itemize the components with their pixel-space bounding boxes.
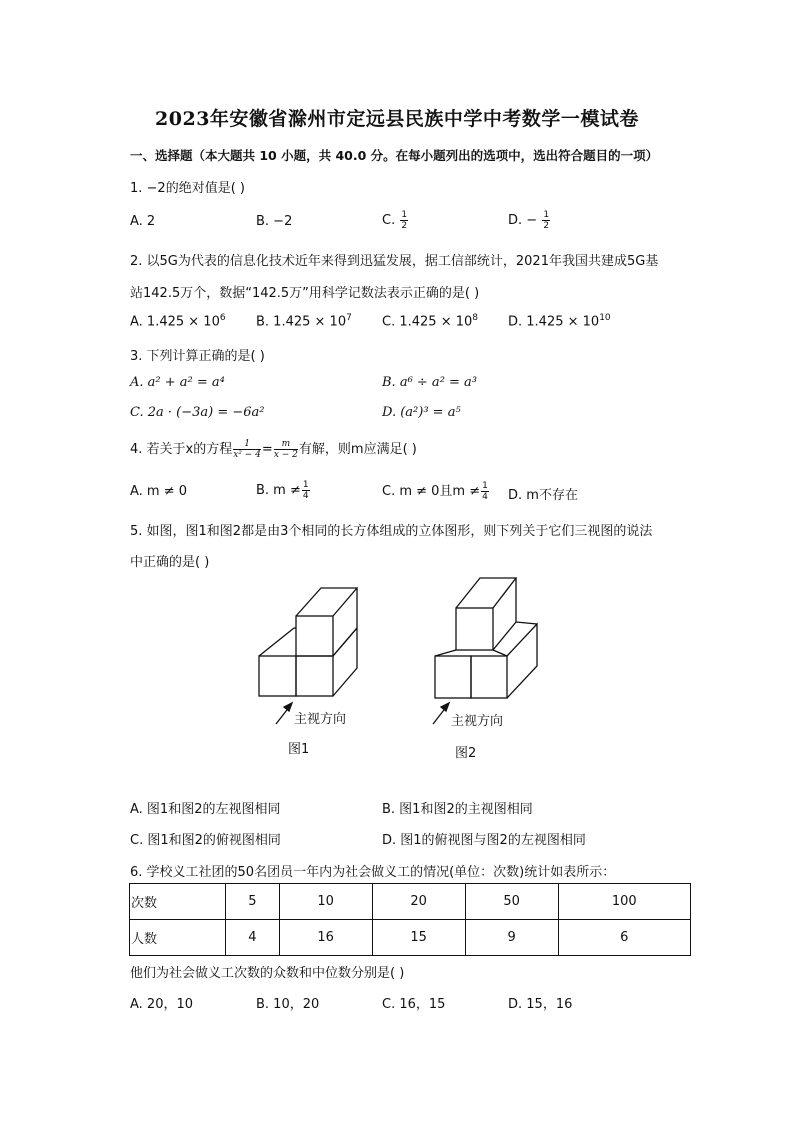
figure-2-caption: 图2 — [455, 746, 477, 761]
statistics-table — [129, 883, 691, 956]
figure-1-direction-label: 主视方向 — [294, 712, 347, 727]
question-1-stem: 1. −2的绝对值是( ) — [130, 181, 245, 196]
q2-option-c: C. $1.425 \times 10^8$ — [382, 313, 478, 330]
fraction: $\frac{m}{x - 2}$ — [273, 439, 298, 460]
question-5-stem-line2: 中正确的是( ) — [130, 555, 210, 570]
table-cell: 15 — [372, 920, 465, 956]
table-cell: 5 — [226, 884, 280, 920]
q3-option-b: B. a⁶ ÷ a² = a³ — [382, 375, 478, 390]
row-header: 次数 — [130, 884, 226, 920]
q1-option-d: D. − $\frac{1}{2}$ — [508, 210, 550, 231]
figure-2-direction-label: 主视方向 — [451, 714, 504, 729]
q2-option-d: D. $1.425 \times 10^{10}$ — [508, 313, 611, 330]
q3-option-c: C. 2a · (−3a) = −6a² — [130, 405, 265, 420]
question-3-stem: 3. 下列计算正确的是( ) — [130, 349, 265, 364]
question-4-stem: 4. 若关于x的方程 $\frac{1}{\text{x² − 4}}$ = $\frac{m}{x - 2}$ 有解，则m应满足( ) — [130, 439, 417, 460]
table-cell: 20 — [372, 884, 465, 920]
q2-option-b: B. $1.425 \times 10^7$ — [256, 313, 352, 330]
question-2-stem-line2: 站142.5万个，数据“142.5万”用科学记数法表示正确的是( ) — [130, 286, 480, 301]
table-row — [130, 884, 691, 920]
q6-option-b: B. 10，20 — [256, 997, 320, 1012]
fraction: $\frac{1}{2}$ — [401, 210, 408, 231]
fraction: $\frac{1}{2}$ — [543, 210, 550, 231]
fraction: $\frac{1}{\text{x² − 4}}$ — [233, 439, 261, 460]
table-cell: 6 — [558, 920, 690, 956]
q4-option-b: B. m ≠ $\frac{1}{4}$ — [256, 480, 309, 501]
question-5-stem-line1: 5. 如图，图1和图2都是由3个相同的长方体组成的立体图形，则下列关于它们三视图的说法 — [130, 524, 653, 539]
table-cell: 100 — [558, 884, 690, 920]
q6-option-c: C. 16，15 — [382, 997, 446, 1012]
q2-option-a: A. $1.425 \times 10^6$ — [130, 313, 226, 330]
table-row — [130, 920, 691, 956]
q6-option-d: D. 15，16 — [508, 997, 573, 1012]
q5-option-c: C. 图1和图2的俯视图相同 — [130, 833, 281, 848]
q1-option-c: C. $\frac{1}{2}$ — [382, 210, 408, 231]
q1-option-a: A. 2 — [130, 214, 156, 229]
question-6-stem: 6. 学校义工社团的50名团员一年内为社会做义工的情况(单位：次数)统计如表所示： — [130, 865, 616, 880]
q4-option-a: A. m ≠ 0 — [130, 484, 188, 499]
q1-option-b: B. −2 — [256, 214, 293, 229]
figure-1-caption: 图1 — [288, 742, 310, 757]
q3-option-d: D. (a²)³ = a⁵ — [382, 405, 461, 420]
q5-option-b: B. 图1和图2的主视图相同 — [382, 802, 533, 817]
q6-option-a: A. 20，10 — [130, 997, 194, 1012]
question-6-prompt: 他们为社会做义工次数的众数和中位数分别是( ) — [130, 966, 405, 981]
figure-2-blocks — [435, 578, 537, 698]
exam-title: 2023年安徽省滁州市定远县民族中学中考数学一模试卷 — [155, 108, 639, 130]
table-cell: 4 — [226, 920, 280, 956]
section-heading: 一、选择题（本大题共 10 小题，共 40.0 分。在每小题列出的选项中，选出符合题目的一项） — [130, 148, 659, 163]
fraction: $\frac{1}{4}$ — [482, 481, 488, 502]
q5-option-a: A. 图1和图2的左视图相同 — [130, 802, 281, 817]
q3-option-a: A. a² + a² = a⁴ — [130, 375, 225, 390]
table-cell: 10 — [279, 884, 372, 920]
q5-option-d: D. 图1的俯视图与图2的左视图相同 — [382, 833, 586, 848]
figure-1-blocks — [259, 588, 357, 696]
question-2-stem-line1: 2. 以5G为代表的信息化技术近年来得到迅猛发展，据工信部统计，2021年我国共建成5G基 — [130, 254, 659, 269]
row-header: 人数 — [130, 920, 226, 956]
table-cell: 16 — [279, 920, 372, 956]
table-cell: 9 — [465, 920, 558, 956]
q4-option-d: D. m不存在 — [508, 488, 578, 503]
table-cell: 50 — [465, 884, 558, 920]
q4-option-c: C. m ≠ 0且m ≠ $\frac{1}{4}$ — [382, 481, 488, 502]
fraction: $\frac{1}{4}$ — [302, 480, 309, 501]
